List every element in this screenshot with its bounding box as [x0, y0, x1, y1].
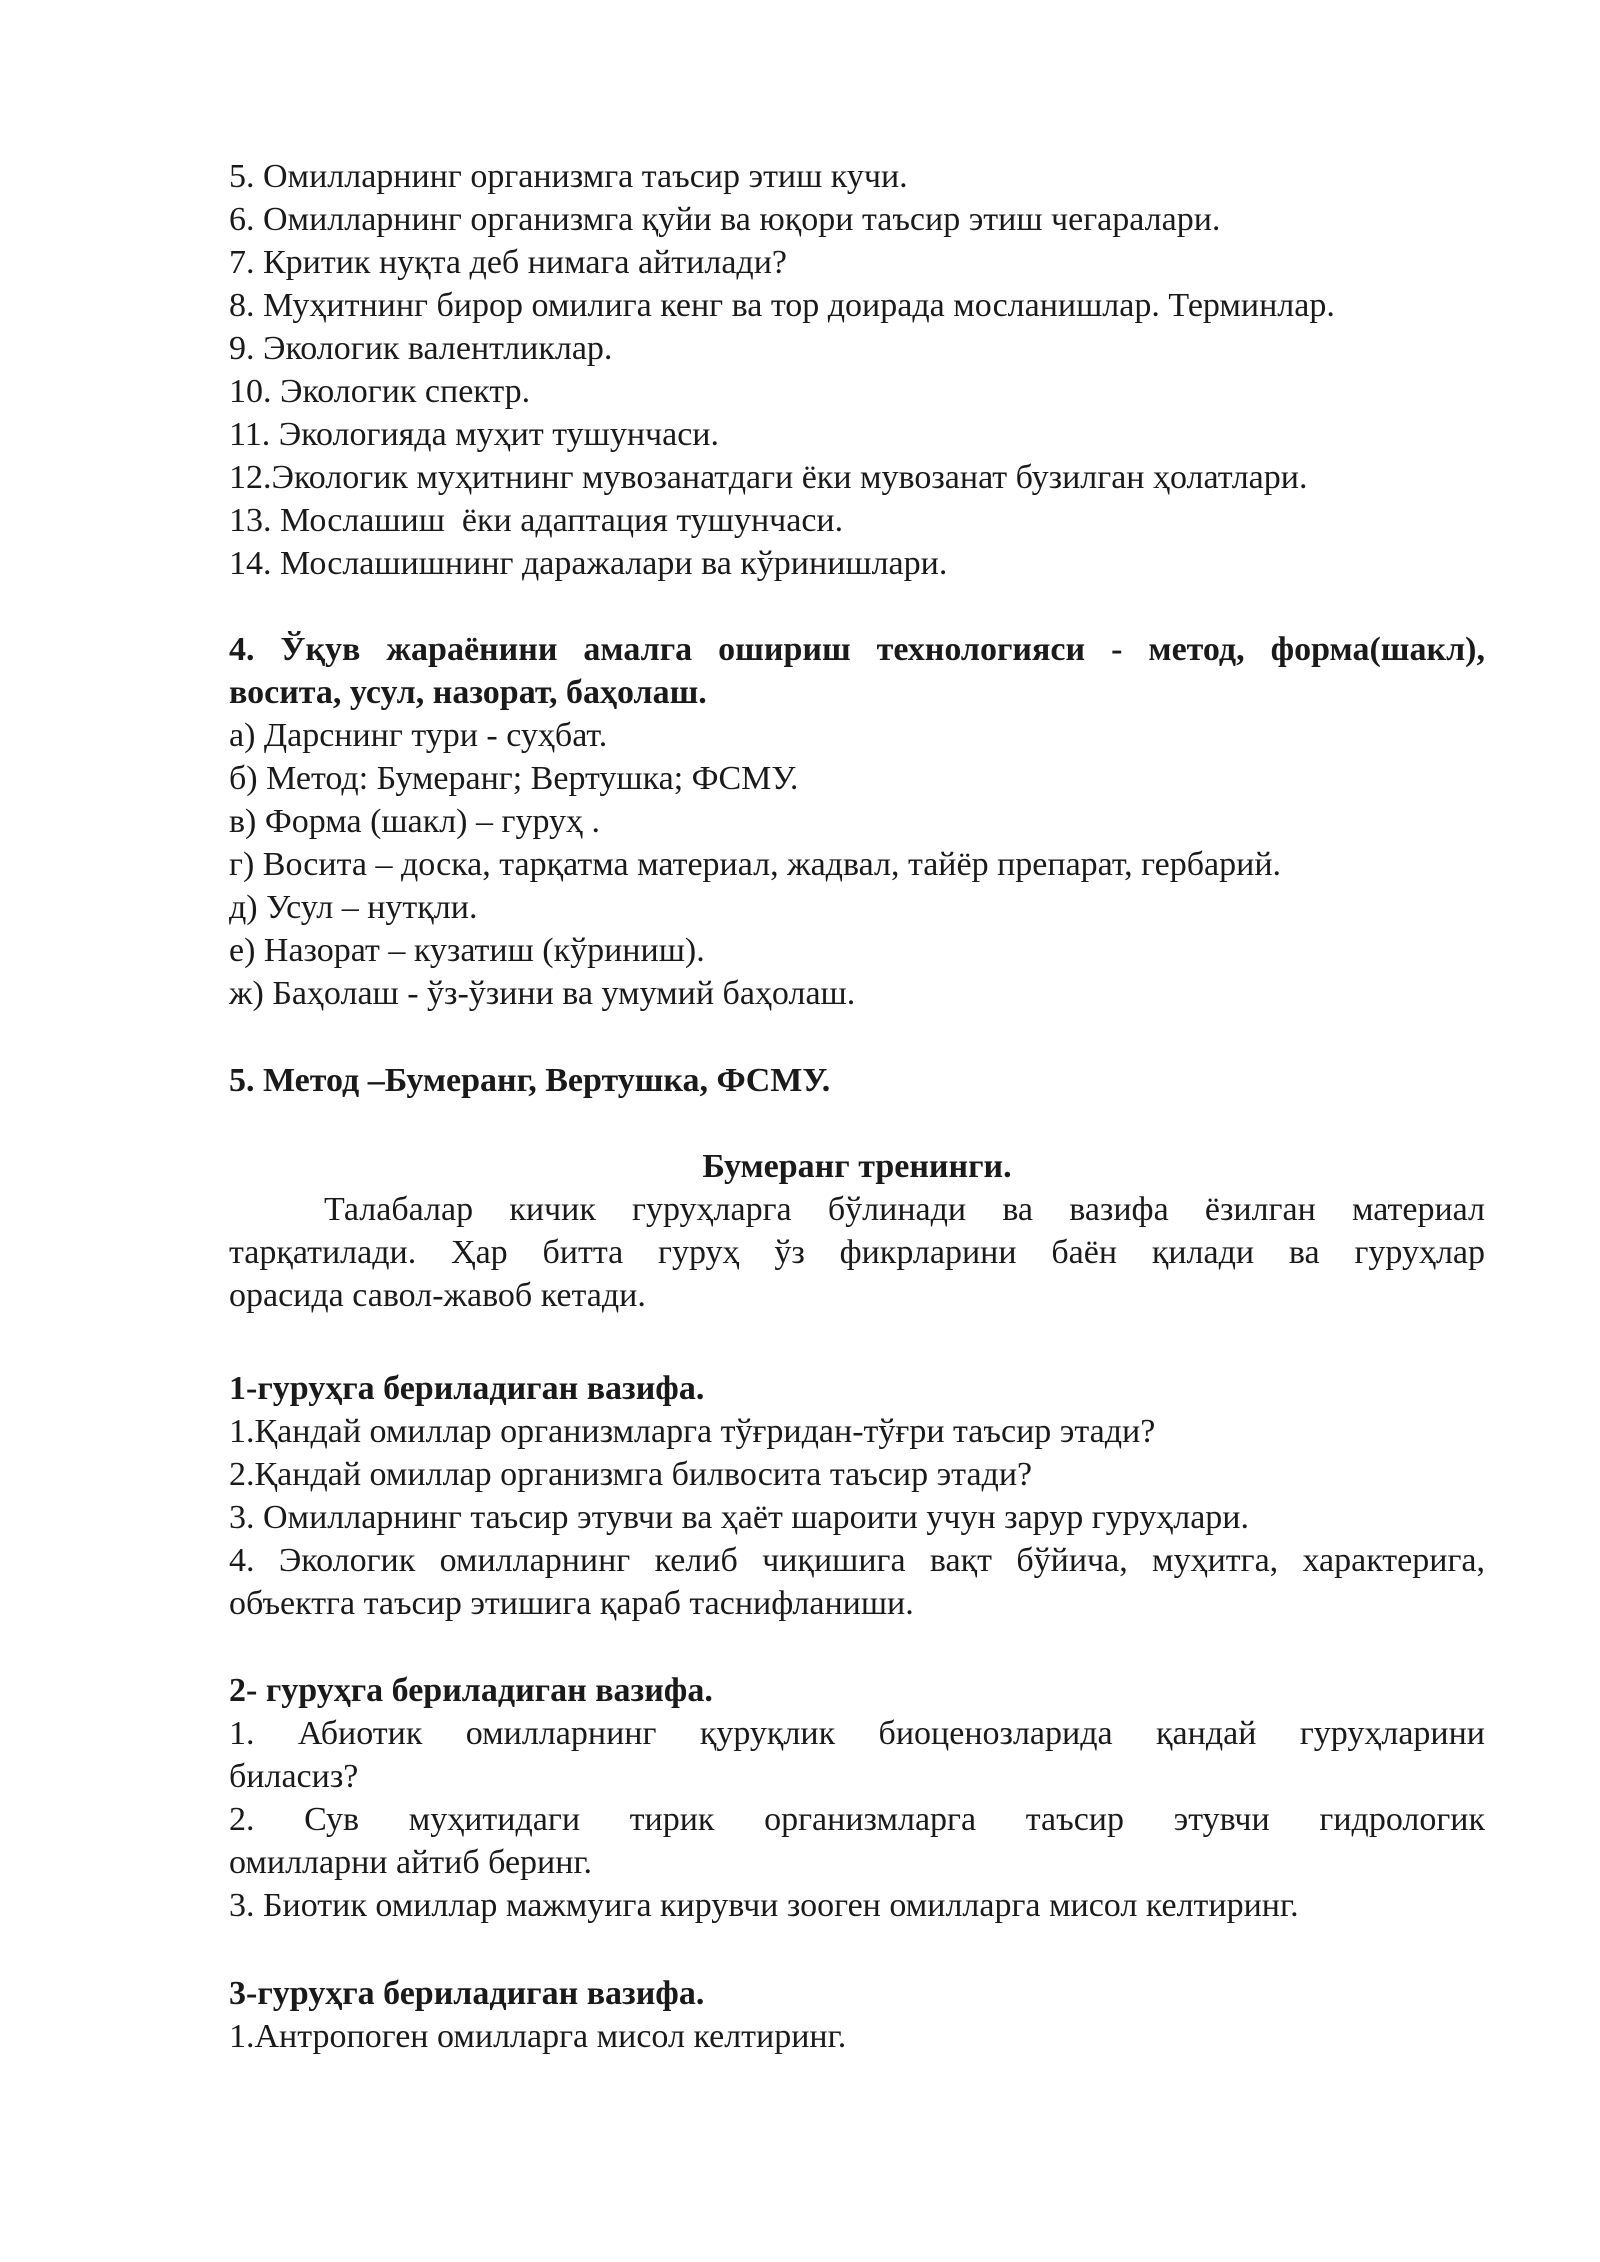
list-item: 13. Мослашиш ёки адаптация тушунчаси.	[229, 502, 844, 539]
list-item: г) Восита – доска, тарқатма материал, жадвал, тайёр препарат, гербарий.	[229, 846, 1282, 883]
paragraph-line: орасида савол-жавоб кетади.	[229, 1277, 646, 1314]
paragraph-line: тарқатилади. Ҳар битта гуруҳ ўз фикрларини баён қилади ва гуруҳлар	[229, 1234, 1485, 1271]
list-item-cont: омилларни айтиб беринг.	[229, 1844, 593, 1881]
list-item: б) Метод: Бумеранг; Вертушка; ФСМУ.	[229, 760, 799, 797]
list-item: 11. Экологияда муҳит тушунчаси.	[229, 416, 719, 453]
list-item: 14. Мослашишнинг даражалари ва кўринишлари.	[229, 545, 948, 582]
list-item: 12.Экологик муҳитнинг мувозанатдаги ёки мувозанат бузилган ҳолатлари.	[229, 459, 1308, 496]
document-page	[229, 0, 1485, 2262]
training-title: Бумеранг тренинги.	[702, 1148, 1012, 1185]
group-1-task	[229, 1367, 1485, 1625]
list-item: 5. Омилларнинг организмга таъсир этиш кучи.	[229, 158, 908, 195]
group-2-task	[229, 1669, 1485, 1927]
list-item: 6. Омилларнинг организмга қуйи ва юқори таъсир этиш чегаралари.	[229, 201, 1221, 238]
paragraph-line: Талабалар кичик гуруҳларга бўлинади ва вазифа ёзилган материал	[324, 1191, 1485, 1228]
group-3-task	[229, 1972, 1485, 2058]
section-5-heading: 5. Метод –Бумеранг, Вертушка, ФСМУ.	[229, 1062, 831, 1099]
list-item: 2.Қандай омиллар организмга билвосита таъсир этади?	[229, 1456, 1033, 1493]
questions-list	[229, 155, 1485, 585]
list-item: 1. Абиотик омилларнинг қуруқлик биоценозларида қандай гуруҳларини	[229, 1715, 1485, 1752]
list-item: е) Назорат – кузатиш (кўриниш).	[229, 932, 705, 969]
section-4	[229, 628, 1485, 1015]
group-2-heading: 2- гуруҳга бериладиган вазифа.	[229, 1672, 713, 1709]
list-item-cont: объектга таъсир этишига қараб таснифланиши.	[229, 1585, 914, 1622]
list-item: а) Дарснинг тури - суҳбат.	[229, 717, 608, 754]
group-3-heading: 3-гуруҳга бериладиган вазифа.	[229, 1975, 705, 2012]
section-4-heading-cont: восита, усул, назорат, баҳолаш.	[229, 674, 707, 711]
list-item: 7. Критик нуқта деб нимага айтилади?	[229, 244, 787, 281]
list-item: 10. Экологик спектр.	[229, 373, 531, 410]
list-item: 2. Сув муҳитидаги тирик организмларга таъсир этувчи гидрологик	[229, 1801, 1485, 1838]
list-item-cont: биласиз?	[229, 1758, 359, 1795]
list-item: д) Усул – нутқли.	[229, 889, 478, 926]
list-item: 3. Биотик омиллар мажмуига кирувчи зооген омилларга мисол келтиринг.	[229, 1887, 1299, 1924]
list-item: ж) Баҳолаш - ўз-ўзини ва умумий баҳолаш.	[229, 975, 856, 1012]
boomerang-training	[229, 1145, 1485, 1317]
section-4-heading: 4. Ўқув жараёнини амалга ошириш технологияси - метод, форма(шакл),	[229, 631, 1485, 668]
list-item: 1.Қандай омиллар организмларга тўғридан-тўғри таъсир этади?	[229, 1413, 1156, 1450]
section-5	[229, 1059, 1485, 1102]
group-1-heading: 1-гуруҳга бериладиган вазифа.	[229, 1370, 705, 1407]
list-item: 9. Экологик валентликлар.	[229, 330, 613, 367]
list-item: в) Форма (шакл) – гуруҳ .	[229, 803, 600, 840]
list-item: 8. Муҳитнинг бирор омилига кенг ва тор доирада мосланишлар. Терминлар.	[229, 287, 1335, 324]
list-item: 4. Экологик омилларнинг келиб чиқишига вақт бўйича, муҳитга, характерига,	[229, 1542, 1485, 1579]
list-item: 3. Омилларнинг таъсир этувчи ва ҳаёт шароити учун зарур гуруҳлари.	[229, 1499, 1249, 1536]
list-item: 1.Антропоген омилларга мисол келтиринг.	[229, 2018, 847, 2055]
